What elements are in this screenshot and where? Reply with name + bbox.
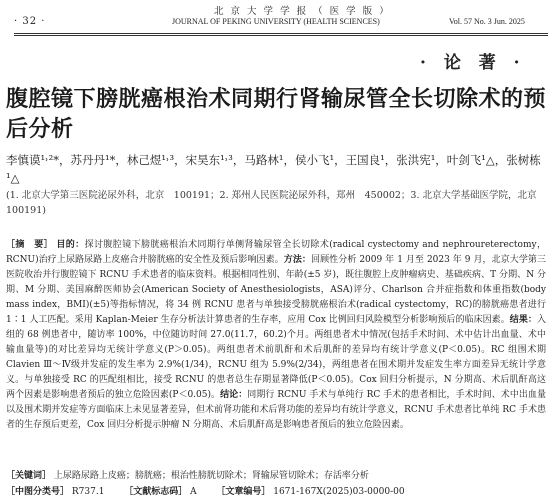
header-rule-bottom [14, 35, 548, 36]
clc-value: R737.1 [71, 487, 105, 497]
journal-title-cn: 北 京 大 学 学 报 （ 医 学 版 ） [214, 6, 391, 17]
journal-title-en: JOURNAL OF PEKING UNIVERSITY (HEALTH SCIENCES) [172, 17, 380, 26]
conclusion-label: 结论： [220, 390, 248, 400]
section-label: · 论 著 · [420, 53, 526, 73]
author-list: 李慎谟¹˒²*，苏丹丹¹*，林己煜¹˒³，宋昊东¹˒³，马路林¹，侯小飞¹，王国良¹，张洪宪¹，叶剑飞¹△，张树栋¹△ [6, 153, 541, 185]
article-number-label: ［文章编号］ [216, 487, 271, 497]
clc-label: ［中图分类号］ [6, 487, 70, 497]
results-text: 入组的 68 例患者中，随访率 100%，中位随访时间 27.0(11.7，60.2)个月。两组患者术中情况(包括手术时间、术中估计出血量、术中输血量等)的对比差异均无统计学意义(P＞0.05)。两组患者术前肌酐和术后肌酐的差异均有统计学意义(P＜0.05)。RC 组围术期 Clavien Ⅲ～Ⅳ级并发症的发生率为 2.9%(1/34)，RCNU 组为 5.9%(2/34)，两组患者在围术期并发症发生率方面差异无统计学意义。与单独接受 RC 的匹配组相比，接受 RCNU 的患者总生存期显著降低(P＜0.05)。Cox 回归分析提示，N 分期高、术后肌酐高这两个因素是影响患者预后的独立危险因素(P＜0.05)。 [6, 315, 546, 400]
doc-code-value: A [190, 487, 197, 497]
abstract [6, 238, 546, 433]
methods-text: 回顾性分析 2009 年 1 月至 2023 年 9 月，北京大学第三医院收治并行腹腔镜下 RCNU 手术患者的临床资料。根据相同性别、年龄(±5 岁)，既往腹腔上皮肿瘤病史、基础疾病、T 分期、N 分期、M 分期、美国麻醉医师协会(American Society of Anesthesiologists，ASA)评分、Charlson 合并症指数和体重指数(body mass index，BMI)(±5)等指标情况，将 34 例 RCNU 患者与单独接受膀胱癌根治术(radical cystectomy，RC)的膀胱癌患者进行 1∶1 人工匹配。采用 Kaplan-Meier 生存分析法计算患者的生存率，应用 Cox 比例回归风险模型分析影响预后的临床因素。 [6, 255, 546, 325]
running-header [0, 0, 552, 40]
article-number-value: 1671-167X(2025)03-0000-00 [273, 487, 405, 497]
keywords-label: ［关键词］ [6, 471, 52, 481]
page-number: · 32 · [14, 16, 46, 27]
results-label: 结果： [509, 315, 537, 325]
keywords-text: 上尿路尿路上皮癌；膀胱癌；根治性膀胱切除术；肾输尿管切除术；存活率分析 [53, 471, 369, 481]
doc-code-label: ［文献标志码］ [124, 487, 188, 497]
objective-text: 探讨腹腔镜下膀胱癌根治术同期行单侧肾输尿管全长切除术(radical cystectomy and nephroureterectomy，RCNU)治疗上尿路尿路上皮癌合并膀胱癌的安全性及预后影响因素。 [6, 240, 546, 265]
article-title: 腹腔镜下膀胱癌根治术同期行肾输尿管全长切除术的预后分析 [6, 86, 547, 142]
objective-label: 目的： [56, 240, 85, 250]
header-rule-top [14, 33, 548, 34]
methods-label: 方法： [283, 255, 312, 265]
classification-line [6, 486, 546, 499]
conclusion-text: 同期行 RCNU 手术与单纯行 RC 手术的患者相比，手术时间、术中出血量以及围术期并发症等方面临床上未见显著差异，但术前肾功能和术后肾功能的差异均有统计学意义，RCNU 手术患者比单纯 RC 手术患者的生存预后更差，Cox 回归分析提示肿瘤 N 分期高、术后肌酐高是影响患者预后的独立危险因素。 [6, 390, 546, 430]
affiliations: (1. 北京大学第三医院泌尿外科，北京 100191；2. 郑州人民医院泌尿外科，郑州 450002；3. 北京大学基础医学院，北京 100191) [6, 190, 547, 216]
abstract-label: ［摘 要］ [6, 240, 54, 250]
volume-info: Vol. 57 No. 3 Jun. 2025 [449, 17, 525, 26]
keywords [6, 470, 546, 483]
